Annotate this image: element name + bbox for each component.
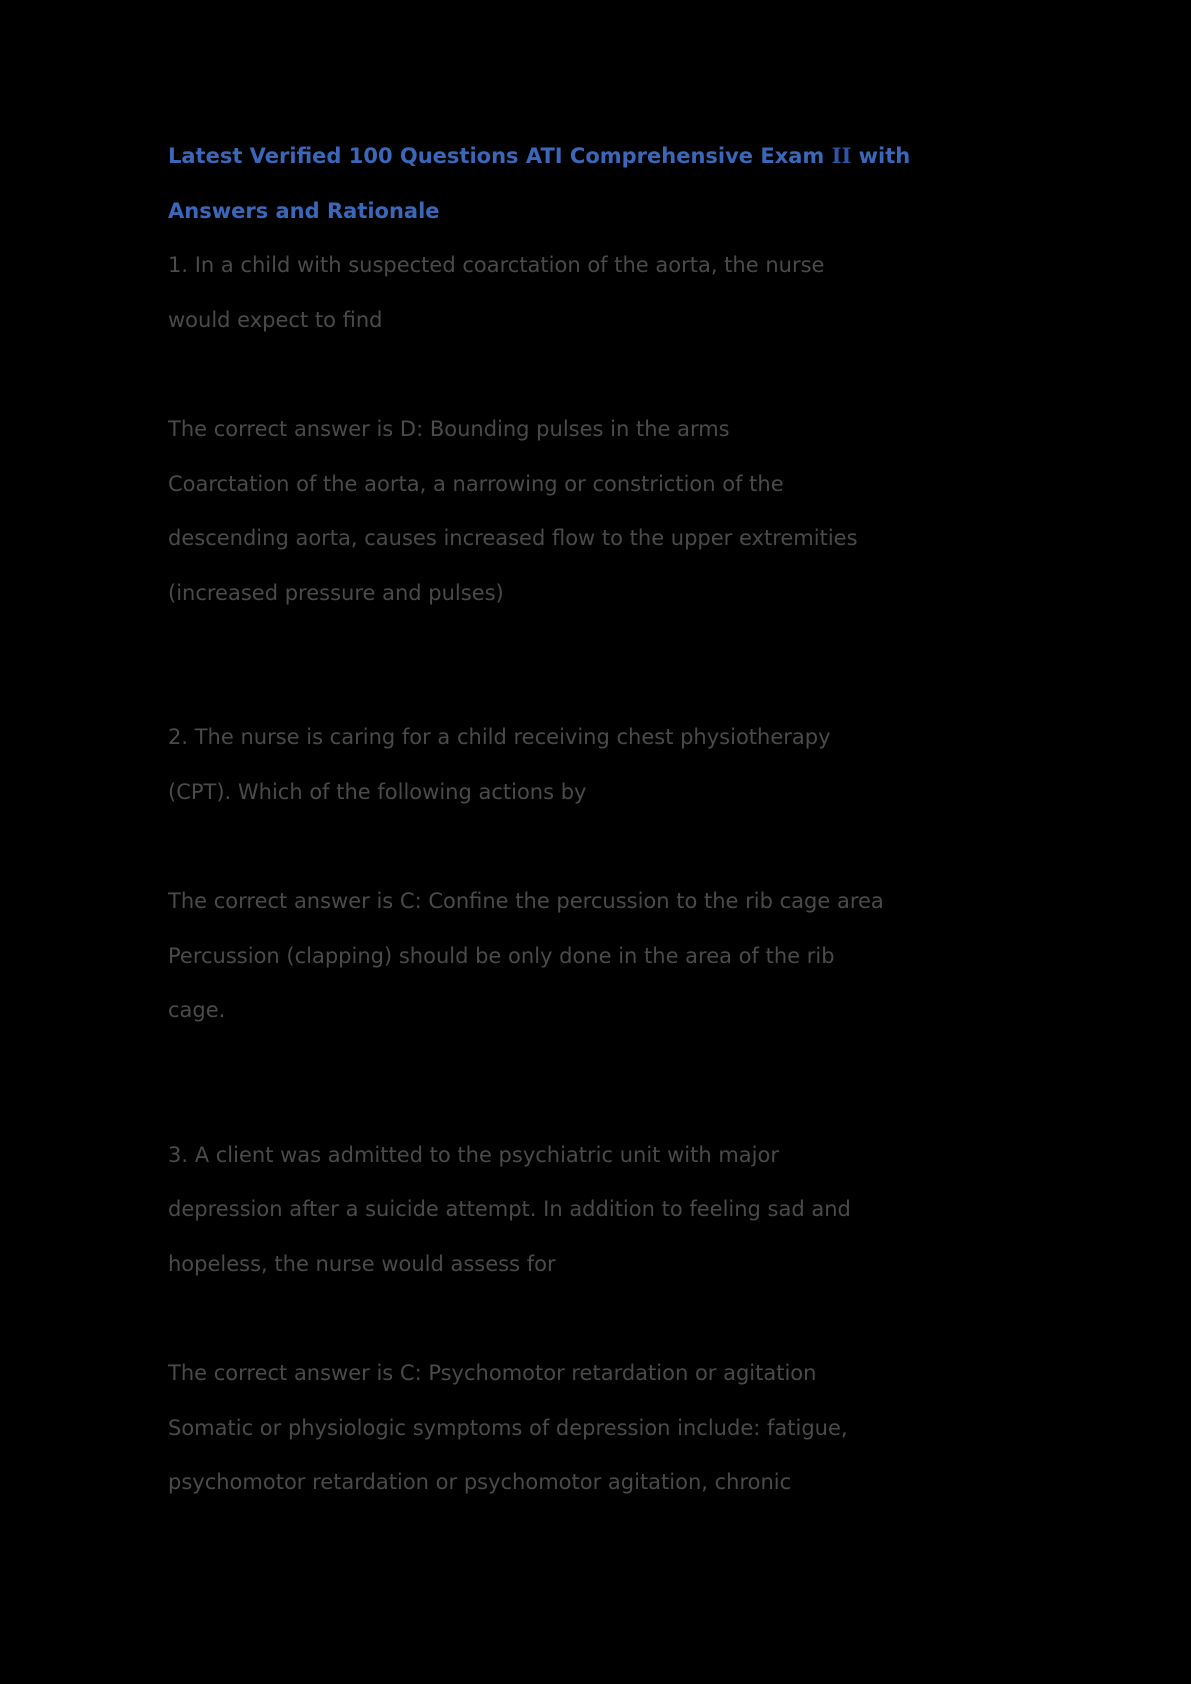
document-line: The correct answer is C: Confine the percussion to the rib cage area xyxy=(168,889,884,913)
document-line: would expect to find xyxy=(168,307,383,332)
document-line: hopeless, the nurse would assess for xyxy=(168,1251,556,1276)
document-line: 3. A client was admitted to the psychiatric unit with major xyxy=(168,1142,779,1167)
document-line: Somatic or physiologic symptoms of depression include: fatigue, xyxy=(168,1415,848,1440)
answer-paragraph xyxy=(168,874,1111,1038)
document-line: depression after a suicide attempt. In addition to feeling sad and xyxy=(168,1197,851,1221)
document-line: The correct answer is D: Bounding pulses in the arms xyxy=(168,417,730,441)
title-text-part1: Latest Verified 100 Questions ATI Comprehensive Exam xyxy=(168,144,832,168)
document-line: cage. xyxy=(168,998,226,1022)
question-paragraph xyxy=(168,238,1111,347)
answer-paragraph xyxy=(168,1346,1111,1510)
question-paragraph xyxy=(168,710,1111,819)
document-line: Percussion (clapping) should be only done in the area of the rib xyxy=(168,943,835,968)
document-line: 2. The nurse is caring for a child receiving chest physiotherapy xyxy=(168,725,831,749)
document-line: (increased pressure and pulses) xyxy=(168,580,504,605)
title-roman-numeral: II xyxy=(831,143,852,168)
document-line: (CPT). Which of the following actions by xyxy=(168,779,587,804)
title-line-1 xyxy=(168,129,1111,184)
document-title xyxy=(168,129,1111,238)
document-line: psychomotor retardation or psychomotor agitation, chronic xyxy=(168,1470,792,1494)
document-line: 1. In a child with suspected coarctation of the aorta, the nurse xyxy=(168,253,825,277)
question-paragraph xyxy=(168,1128,1111,1292)
document-line: descending aorta, causes increased flow to the upper extremities xyxy=(168,526,858,550)
answer-paragraph xyxy=(168,402,1111,620)
document-body xyxy=(168,238,1111,1510)
title-line-2: Answers and Rationale xyxy=(168,198,440,223)
title-text-part3: with xyxy=(851,144,911,168)
document-line: The correct answer is C: Psychomotor retardation or agitation xyxy=(168,1361,817,1385)
document-line: Coarctation of the aorta, a narrowing or constriction of the xyxy=(168,471,784,496)
